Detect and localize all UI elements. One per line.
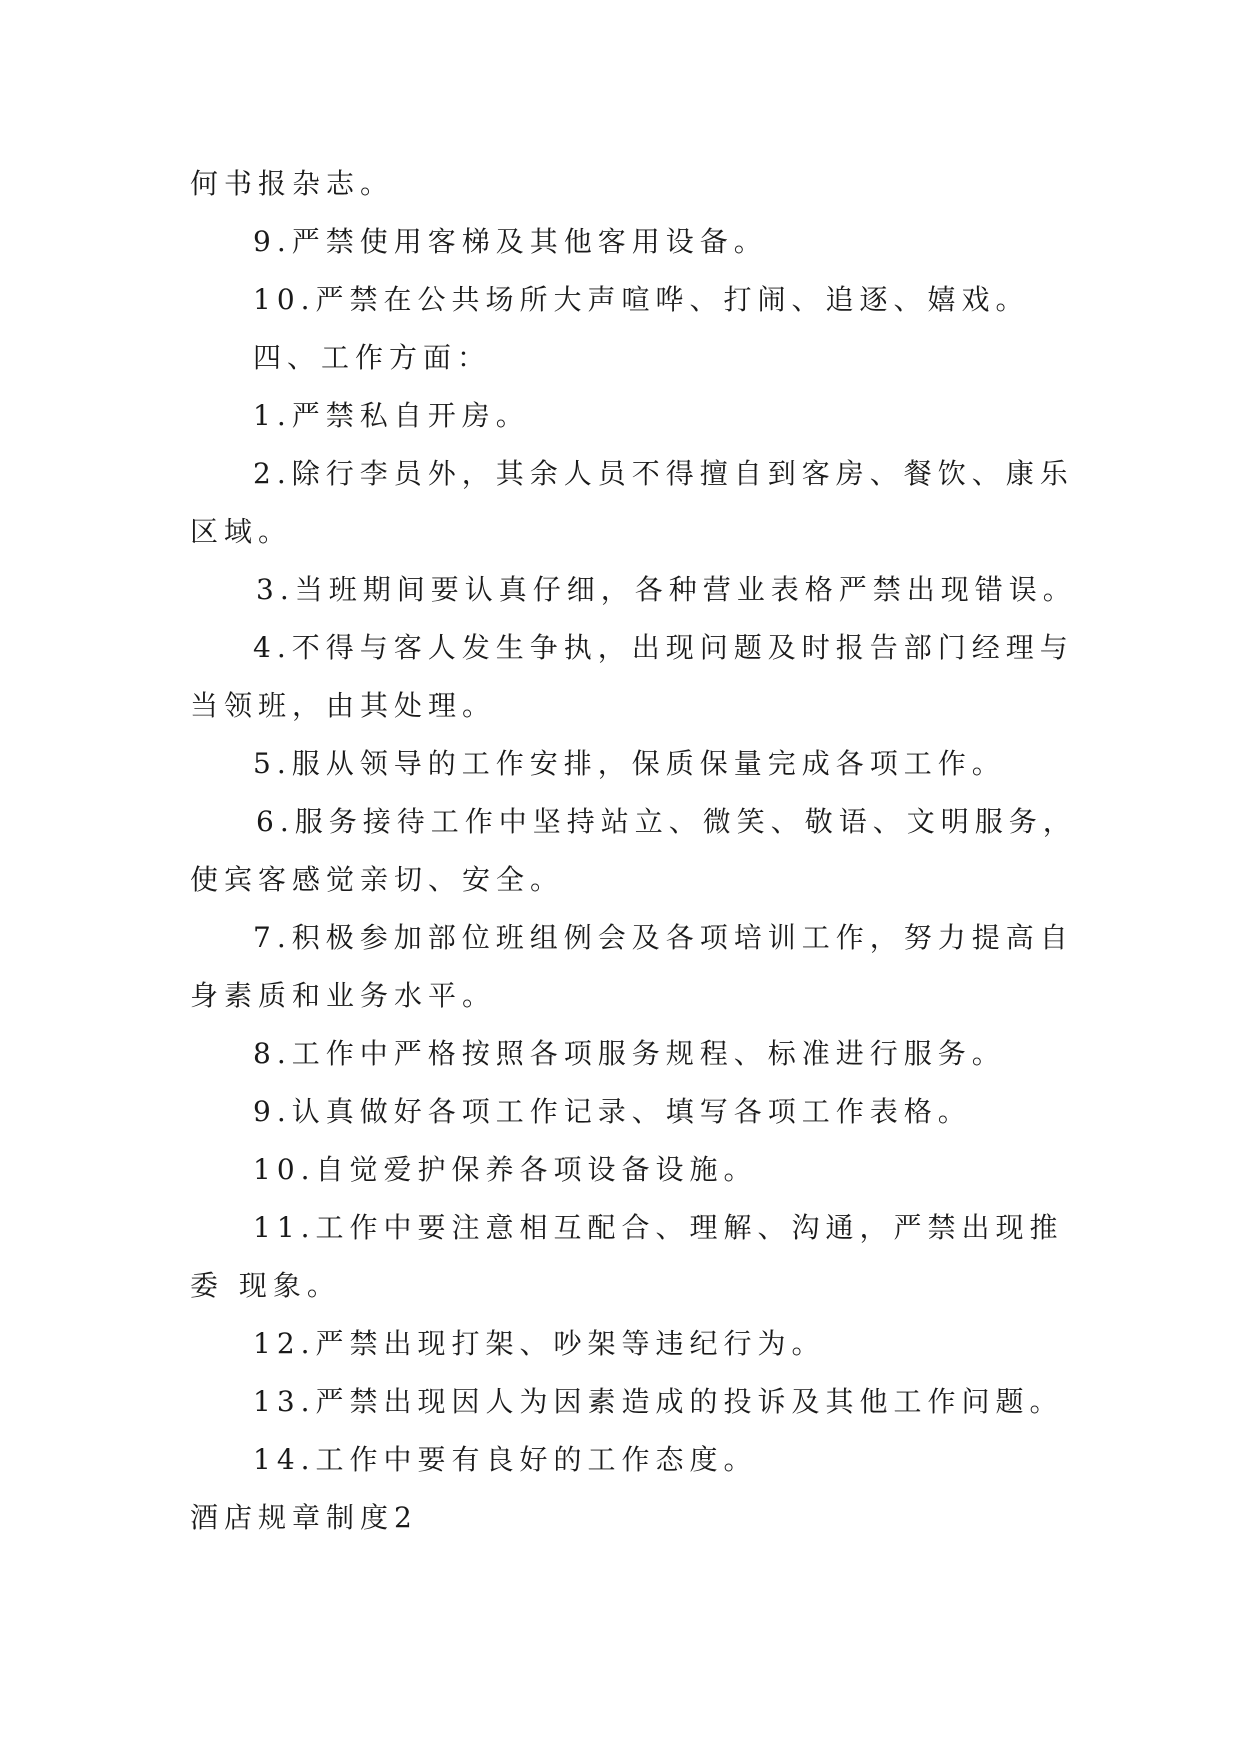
list-item-14: 14.工作中要有良好的工作态度。 [253,1443,758,1476]
list-item-9: 9.严禁使用客梯及其他客用设备。 [253,225,768,258]
list-item-12: 12.严禁出现打架、吵架等违纪行为。 [253,1327,826,1360]
text-line: 当领班，由其处理。 [190,689,497,722]
list-item-7: 7.积极参加部位班组例会及各项培训工作，努力提高自 [253,921,1074,954]
list-item-6: 6.服务接待工作中坚持站立、微笑、敬语、文明服务， [256,805,1077,838]
document-subtitle: 酒店规章制度2 [190,1501,418,1534]
list-item-10b: 10.自觉爱护保养各项设备设施。 [253,1153,758,1186]
section-heading: 四、工作方面： [253,341,492,374]
text-line: 身素质和业务水平。 [190,979,497,1012]
list-item-4: 4.不得与客人发生争执，出现问题及时报告部门经理与 [253,631,1074,664]
text-line: 委 现象。 [190,1269,341,1302]
list-item-8: 8.工作中严格按照各项服务规程、标准进行服务。 [253,1037,1006,1070]
list-item-2: 2.除行李员外，其余人员不得擅自到客房、餐饮、康乐 [253,457,1074,490]
text-line: 区域。 [190,515,293,548]
list-item-5: 5.服从领导的工作安排，保质保量完成各项工作。 [253,747,1006,780]
list-item-9b: 9.认真做好各项工作记录、填写各项工作表格。 [253,1095,972,1128]
list-item-11: 11.工作中要注意相互配合、理解、沟通，严禁出现推 [253,1211,1064,1244]
text-line: 使宾客感觉亲切、安全。 [190,863,565,896]
list-item-1: 1.严禁私自开房。 [253,399,530,432]
list-item-10: 10.严禁在公共场所大声喧哗、打闹、追逐、嬉戏。 [253,283,1030,316]
list-item-3: 3.当班期间要认真仔细，各种营业表格严禁出现错误。 [256,573,1077,606]
text-line: 何书报杂志。 [190,167,395,200]
list-item-13: 13.严禁出现因人为因素造成的投诉及其他工作问题。 [253,1385,1064,1418]
